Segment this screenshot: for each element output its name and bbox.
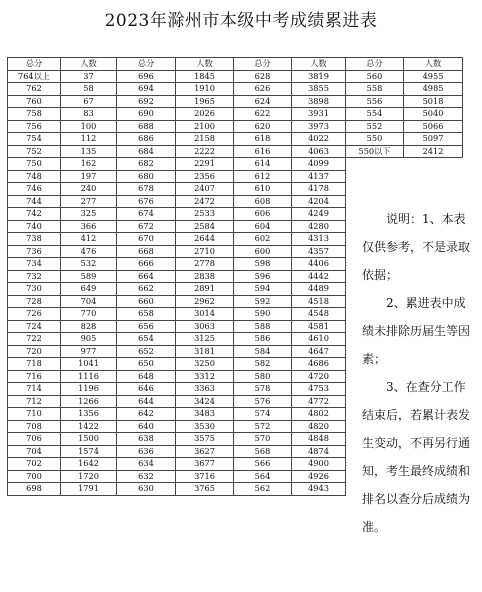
table-cell: 2891 [176, 283, 234, 296]
table-cell: 3063 [176, 320, 234, 333]
table-row [8, 158, 463, 171]
table-cell: 692 [117, 95, 176, 108]
table-cell: 2026 [176, 108, 234, 121]
table-cell: 670 [117, 233, 176, 246]
table-cell: 532 [61, 258, 117, 271]
table-cell: 626 [234, 83, 292, 96]
table-cell: 2158 [176, 133, 234, 146]
table-cell: 666 [117, 258, 176, 271]
table-cell: 3973 [292, 120, 346, 133]
table-cell: 3250 [176, 358, 234, 371]
table-cell: 606 [234, 208, 292, 221]
table-cell: 3575 [176, 433, 234, 446]
table-cell: 1642 [61, 458, 117, 471]
table-cell: 3424 [176, 395, 234, 408]
table-cell: 4442 [292, 270, 346, 283]
table-cell: 720 [8, 345, 61, 358]
table-cell: 572 [234, 420, 292, 433]
table-cell: 614 [234, 158, 292, 171]
table-cell: 550以下 [346, 145, 404, 158]
table-row [8, 133, 463, 146]
table-cell: 724 [8, 320, 61, 333]
table-cell: 590 [234, 308, 292, 321]
table-row [8, 120, 463, 133]
table-cell: 4099 [292, 158, 346, 171]
table-cell: 716 [8, 370, 61, 383]
table-cell: 4753 [292, 383, 346, 396]
table-cell: 596 [234, 270, 292, 283]
table-cell: 656 [117, 320, 176, 333]
table-cell: 744 [8, 195, 61, 208]
table-cell: 2100 [176, 120, 234, 133]
table-cell: 696 [117, 70, 176, 83]
table-row [8, 170, 463, 183]
header-cell: 人数 [292, 58, 346, 71]
table-cell: 746 [8, 183, 61, 196]
table-cell: 1845 [176, 70, 234, 83]
table-cell: 742 [8, 208, 61, 221]
table-cell: 1041 [61, 358, 117, 371]
table-cell: 604 [234, 220, 292, 233]
table-cell: 366 [61, 220, 117, 233]
table-cell: 678 [117, 183, 176, 196]
empty-cell [346, 170, 404, 183]
table-cell: 636 [117, 445, 176, 458]
table-cell: 704 [8, 445, 61, 458]
table-cell: 4548 [292, 308, 346, 321]
note-1: 说明：1、本表仅供参考，不是录取依据； [362, 212, 471, 282]
table-cell: 762 [8, 83, 61, 96]
table-cell: 706 [8, 433, 61, 446]
table-cell: 770 [61, 308, 117, 321]
table-cell: 602 [234, 233, 292, 246]
table-cell: 4820 [292, 420, 346, 433]
table-cell: 708 [8, 420, 61, 433]
table-cell: 648 [117, 370, 176, 383]
table-cell: 2710 [176, 245, 234, 258]
empty-cell [404, 158, 463, 171]
table-cell: 2412 [404, 145, 463, 158]
table-cell: 4178 [292, 183, 346, 196]
table-cell: 649 [61, 283, 117, 296]
table-cell: 4848 [292, 433, 346, 446]
table-cell: 4357 [292, 245, 346, 258]
table-cell: 2291 [176, 158, 234, 171]
table-cell: 2644 [176, 233, 234, 246]
table-cell: 722 [8, 333, 61, 346]
table-cell: 660 [117, 295, 176, 308]
table-cell: 760 [8, 95, 61, 108]
table-cell: 718 [8, 358, 61, 371]
table-cell: 100 [61, 120, 117, 133]
table-cell: 728 [8, 295, 61, 308]
table-cell: 4985 [404, 83, 463, 96]
table-cell: 658 [117, 308, 176, 321]
table-cell: 640 [117, 420, 176, 433]
header-cell: 总分 [346, 58, 404, 71]
table-cell: 752 [8, 145, 61, 158]
note-3: 3、在查分工作结束后，若累计表发生变动，不再另行通知，考生最终成绩和排名以查分后成绩为准。 [362, 380, 471, 534]
table-cell: 2533 [176, 208, 234, 221]
table-cell: 4022 [292, 133, 346, 146]
table-cell: 690 [117, 108, 176, 121]
table-cell: 1791 [61, 483, 117, 496]
table-cell: 586 [234, 333, 292, 346]
table-cell: 3716 [176, 470, 234, 483]
table-cell: 2584 [176, 220, 234, 233]
table-cell: 664 [117, 270, 176, 283]
table-cell: 3898 [292, 95, 346, 108]
table-row [8, 108, 463, 121]
table-cell: 688 [117, 120, 176, 133]
table-cell: 632 [117, 470, 176, 483]
table-cell: 3530 [176, 420, 234, 433]
table-cell: 4406 [292, 258, 346, 271]
table-cell: 828 [61, 320, 117, 333]
header-cell: 总分 [234, 58, 292, 71]
table-cell: 560 [346, 70, 404, 83]
table-cell: 2962 [176, 295, 234, 308]
empty-cell [346, 183, 404, 196]
table-cell: 112 [61, 133, 117, 146]
table-cell: 576 [234, 395, 292, 408]
table-cell: 680 [117, 170, 176, 183]
table-cell: 37 [61, 70, 117, 83]
table-cell: 1266 [61, 395, 117, 408]
table-cell: 3312 [176, 370, 234, 383]
table-cell: 1720 [61, 470, 117, 483]
table-cell: 554 [346, 108, 404, 121]
table-row [8, 183, 463, 196]
table-cell: 5097 [404, 133, 463, 146]
table-cell: 4926 [292, 470, 346, 483]
table-cell: 702 [8, 458, 61, 471]
table-cell: 1356 [61, 408, 117, 421]
table-cell: 550 [346, 133, 404, 146]
table-cell: 1196 [61, 383, 117, 396]
table-cell: 977 [61, 345, 117, 358]
table-cell: 412 [61, 233, 117, 246]
table-cell: 698 [8, 483, 61, 496]
table-cell: 4489 [292, 283, 346, 296]
table-cell: 5066 [404, 120, 463, 133]
table-cell: 662 [117, 283, 176, 296]
table-cell: 4518 [292, 295, 346, 308]
table-cell: 754 [8, 133, 61, 146]
table-cell: 628 [234, 70, 292, 83]
table-cell: 584 [234, 345, 292, 358]
table-cell: 684 [117, 145, 176, 158]
table-cell: 2356 [176, 170, 234, 183]
table-row [8, 70, 463, 83]
table-cell: 646 [117, 383, 176, 396]
table-cell: 682 [117, 158, 176, 171]
table-cell: 2472 [176, 195, 234, 208]
table-cell: 4686 [292, 358, 346, 371]
table-cell: 5018 [404, 95, 463, 108]
table-cell: 325 [61, 208, 117, 221]
table-cell: 4137 [292, 170, 346, 183]
table-cell: 588 [234, 320, 292, 333]
table-cell: 570 [234, 433, 292, 446]
table-cell: 4874 [292, 445, 346, 458]
table-cell: 552 [346, 120, 404, 133]
table-cell: 1422 [61, 420, 117, 433]
table-cell: 4280 [292, 220, 346, 233]
table-cell: 83 [61, 108, 117, 121]
table-cell: 686 [117, 133, 176, 146]
table-cell: 748 [8, 170, 61, 183]
table-cell: 556 [346, 95, 404, 108]
table-cell: 620 [234, 120, 292, 133]
table-cell: 624 [234, 95, 292, 108]
table-cell: 4900 [292, 458, 346, 471]
table-cell: 2407 [176, 183, 234, 196]
table-cell: 3677 [176, 458, 234, 471]
table-cell: 568 [234, 445, 292, 458]
table-cell: 612 [234, 170, 292, 183]
table-cell: 594 [234, 283, 292, 296]
table-cell: 589 [61, 270, 117, 283]
table-cell: 726 [8, 308, 61, 321]
table-cell: 674 [117, 208, 176, 221]
table-cell: 582 [234, 358, 292, 371]
table-cell: 905 [61, 333, 117, 346]
header-cell: 人数 [404, 58, 463, 71]
table-cell: 4313 [292, 233, 346, 246]
table-cell: 3363 [176, 383, 234, 396]
table-cell: 738 [8, 233, 61, 246]
table-cell: 712 [8, 395, 61, 408]
table-cell: 756 [8, 120, 61, 133]
table-cell: 4772 [292, 395, 346, 408]
table-cell: 277 [61, 195, 117, 208]
table-cell: 564 [234, 470, 292, 483]
table-cell: 3627 [176, 445, 234, 458]
table-cell: 578 [234, 383, 292, 396]
header-cell: 人数 [176, 58, 234, 71]
table-cell: 618 [234, 133, 292, 146]
table-cell: 736 [8, 245, 61, 258]
table-cell: 740 [8, 220, 61, 233]
table-cell: 476 [61, 245, 117, 258]
table-cell: 3014 [176, 308, 234, 321]
notes-block [362, 205, 474, 541]
header-cell: 总分 [8, 58, 61, 71]
table-cell: 734 [8, 258, 61, 271]
table-cell: 714 [8, 383, 61, 396]
table-cell: 622 [234, 108, 292, 121]
table-cell: 4610 [292, 333, 346, 346]
table-cell: 1116 [61, 370, 117, 383]
table-cell: 600 [234, 245, 292, 258]
table-row [8, 145, 463, 158]
table-cell: 758 [8, 108, 61, 121]
table-cell: 592 [234, 295, 292, 308]
table-cell: 730 [8, 283, 61, 296]
table-cell: 652 [117, 345, 176, 358]
table-cell: 558 [346, 83, 404, 96]
table-cell: 700 [8, 470, 61, 483]
table-cell: 650 [117, 358, 176, 371]
table-cell: 197 [61, 170, 117, 183]
table-cell: 4720 [292, 370, 346, 383]
table-header-row [8, 58, 463, 71]
table-cell: 676 [117, 195, 176, 208]
table-cell: 3765 [176, 483, 234, 496]
table-row [8, 95, 463, 108]
empty-cell [404, 183, 463, 196]
page-title: 2023年滁州市本级中考成绩累进表 [104, 11, 378, 31]
table-cell: 608 [234, 195, 292, 208]
table-cell: 2778 [176, 258, 234, 271]
table-cell: 162 [61, 158, 117, 171]
note-2: 2、累进表中成绩未排除历届生等因素； [362, 296, 471, 366]
table-cell: 4955 [404, 70, 463, 83]
table-cell: 566 [234, 458, 292, 471]
table-cell: 3181 [176, 345, 234, 358]
table-cell: 634 [117, 458, 176, 471]
table-cell: 5040 [404, 108, 463, 121]
table-cell: 3483 [176, 408, 234, 421]
table-cell: 732 [8, 270, 61, 283]
table-row [8, 83, 463, 96]
table-cell: 3125 [176, 333, 234, 346]
table-cell: 4802 [292, 408, 346, 421]
table-cell: 3855 [292, 83, 346, 96]
table-cell: 710 [8, 408, 61, 421]
table-cell: 4204 [292, 195, 346, 208]
table-cell: 654 [117, 333, 176, 346]
table-cell: 638 [117, 433, 176, 446]
table-cell: 3931 [292, 108, 346, 121]
table-cell: 598 [234, 258, 292, 271]
table-cell: 4249 [292, 208, 346, 221]
table-cell: 67 [61, 95, 117, 108]
table-cell: 630 [117, 483, 176, 496]
table-cell: 644 [117, 395, 176, 408]
table-cell: 616 [234, 145, 292, 158]
table-cell: 1965 [176, 95, 234, 108]
empty-cell [346, 158, 404, 171]
table-cell: 58 [61, 83, 117, 96]
table-cell: 4581 [292, 320, 346, 333]
header-cell: 总分 [117, 58, 176, 71]
header-cell: 人数 [61, 58, 117, 71]
table-cell: 764以上 [8, 70, 61, 83]
table-cell: 3819 [292, 70, 346, 83]
table-cell: 694 [117, 83, 176, 96]
table-cell: 672 [117, 220, 176, 233]
table-cell: 1500 [61, 433, 117, 446]
table-cell: 610 [234, 183, 292, 196]
table-cell: 668 [117, 245, 176, 258]
empty-cell [404, 170, 463, 183]
table-cell: 750 [8, 158, 61, 171]
table-cell: 574 [234, 408, 292, 421]
table-cell: 1910 [176, 83, 234, 96]
table-cell: 2838 [176, 270, 234, 283]
table-cell: 1574 [61, 445, 117, 458]
table-cell: 4063 [292, 145, 346, 158]
table-cell: 240 [61, 183, 117, 196]
table-cell: 642 [117, 408, 176, 421]
table-cell: 704 [61, 295, 117, 308]
table-cell: 135 [61, 145, 117, 158]
table-cell: 562 [234, 483, 292, 496]
table-cell: 4943 [292, 483, 346, 496]
table-cell: 580 [234, 370, 292, 383]
table-cell: 4647 [292, 345, 346, 358]
table-cell: 2222 [176, 145, 234, 158]
